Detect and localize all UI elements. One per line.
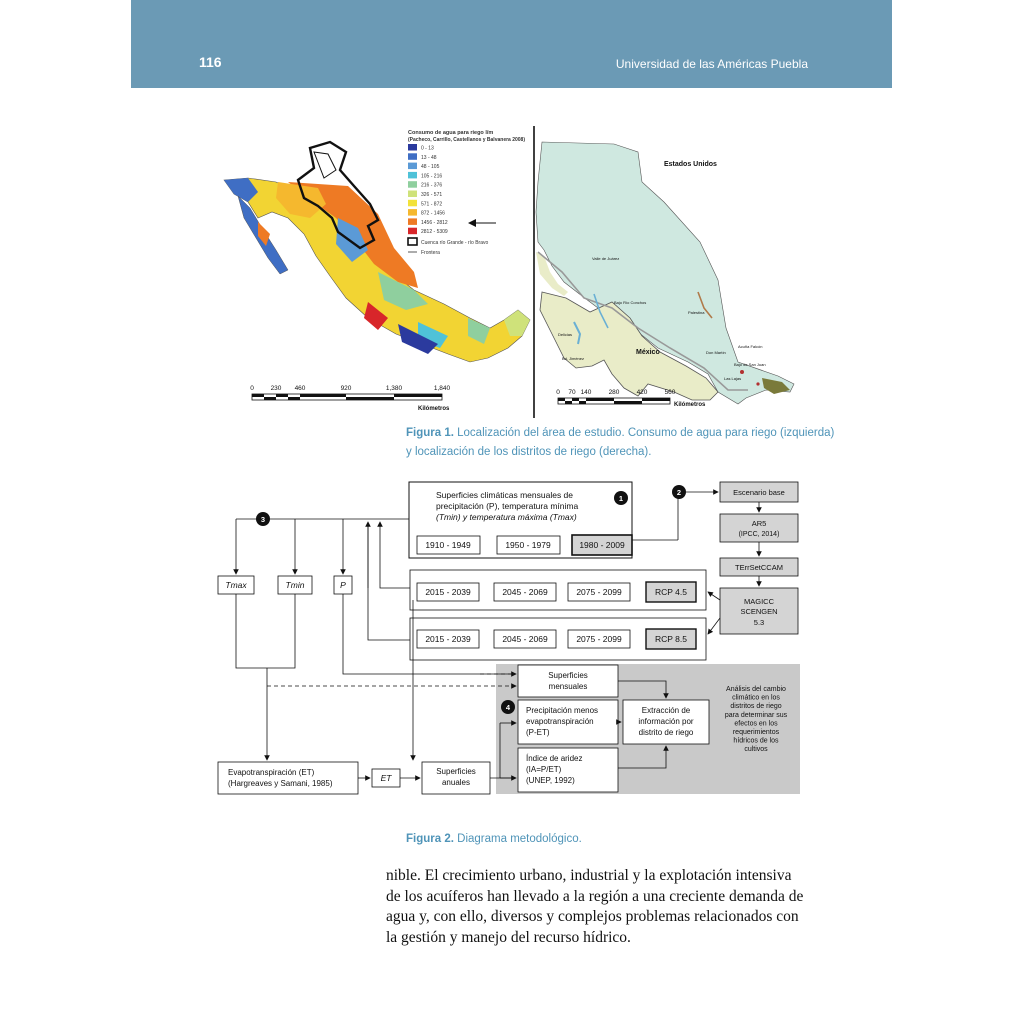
basin-map [536,142,794,404]
p-label: P [340,580,346,590]
analysis-line: climático en los [732,694,780,702]
legend-swatch [408,191,417,198]
scale-tick: 0 [250,385,254,392]
tmax-label: Tmax [225,580,247,590]
scale-tick: 0 [556,389,560,396]
aridez-line1: Índice de aridez [526,754,583,763]
scale-tick: 1,840 [433,385,451,392]
body-text [386,866,810,948]
label-jimenez: Bd. Jiménez [562,356,585,361]
label-acuna: Acuña Falcón [738,344,763,349]
left-scale-unit: Kilómetros [418,406,450,412]
figure-2-label: Figura 2. [406,833,454,845]
legend-swatch [408,218,417,225]
legend-border: Frontera [421,250,440,256]
magicc-line3: 5.3 [753,618,765,627]
et-box-line2: (Hargreaves y Samani, 1985) [228,779,333,788]
period-base-3: 1980 - 2009 [579,540,625,550]
pet-line1: Precipitación menos [526,706,599,715]
label-las-lajas: Las Lajas [724,376,742,381]
institution-name: Universidad de las Américas Puebla [615,57,808,71]
sup-anuales-line1: Superficies [436,767,476,776]
analysis-line: para determinar sus [724,711,788,719]
scale-tick: 280 [608,389,620,396]
ar5-line2: (IPCC, 2014) [738,531,780,538]
scale-tick: 70 [568,389,576,396]
period-rcp45-2: 2045 - 2069 [502,587,548,597]
label-delicias: Delicias [558,332,573,337]
period-rcp85-2: 2045 - 2069 [502,634,548,644]
marker-2-label: 2 [676,488,682,497]
et-label: ET [380,773,392,783]
pet-line2: evapotranspiración [526,717,594,726]
body-line: de los acuíferos han llevado a la región a una creciente demanda de [386,887,804,905]
legend-label: 48 - 105 [421,164,440,171]
label-bajo-san-juan: Bajo de San Juan [734,362,766,367]
extraccion-line3: distrito de riego [638,728,694,737]
legend-title-line1: Consumo de agua para riego l/m [408,130,494,136]
figure-2-caption-text: Diagrama metodológico. [457,833,582,845]
label-bajo-conchos: Bajo Río Conchos [614,300,647,305]
climate-line3: (Tmin) y temperatura máxima (Tmax) [436,512,577,522]
figure-2-diagram [210,478,810,798]
et-box-line1: Evapotranspiración (ET) [228,768,315,777]
scale-tick: 1,380 [385,385,403,392]
aridez-line2: (IA=P/ET) [526,765,562,774]
figure-1-caption-line2: y localización de los distritos de riego (derecha). [406,446,652,458]
scale-tick: 560 [664,389,676,396]
sup-mensuales-line1: Superficies [548,671,588,680]
sup-mensuales-line2: mensuales [548,682,588,691]
sup-anuales-line2: anuales [441,778,471,787]
extraccion-line1: Extracción de [641,706,691,715]
climate-line1: Superficies climáticas mensuales de [436,490,574,500]
figure-1-maps [218,122,808,422]
ar5-line1: AR5 [751,519,767,528]
legend-label: 0 - 13 [421,145,434,152]
page-header [131,0,892,88]
legend-label: 571 - 872 [421,201,443,208]
legend-label: 326 - 571 [421,192,443,198]
magicc-line2: SCENGEN [740,607,778,616]
body-line: agua y, con ello, diversos y complejos problemas relacionados con [386,908,799,925]
marker-3-label: 3 [260,515,266,524]
legend-label: 105 - 216 [421,173,443,180]
legend-title-line2: (Pacheco, Carrillo, Castellanos y Balvanera 2008) [408,137,525,143]
aridez-line3: (UNEP, 1992) [526,776,575,785]
figure-1-label: Figura 1. [406,427,454,439]
climate-line2: precipitación (P), temperatura mínima [436,501,579,511]
period-rcp45-3: 2075 - 2099 [576,587,622,597]
scale-tick: 920 [340,385,352,392]
legend-swatch [408,163,417,170]
escenario-base: Escenario base [733,488,785,497]
label-usa: Estados Unidos [664,161,717,168]
body-line: la gestión y manejo del recurso hídrico. [386,928,631,946]
rcp85-label: RCP 8.5 [655,634,687,644]
marker-1-label: 1 [618,494,624,503]
analysis-line: distritos de riego [730,703,782,711]
figure-2-caption [406,830,582,849]
legend-basin: Cuenca río Grande - río Bravo [421,240,489,246]
legend-swatch [408,209,417,216]
page-number: 116 [199,54,222,70]
marker-4-label: 4 [505,703,511,712]
terrset: TErrSetCCAM [735,563,783,572]
label-don-martin: Don Martín [706,350,726,355]
label-valle-juarez: Valle de Juárez [592,256,620,261]
legend-swatch [408,172,417,179]
period-rcp85-1: 2015 - 2039 [425,634,471,644]
legend-swatch [408,153,417,160]
period-base-2: 1950 - 1979 [505,540,551,550]
scale-tick: 420 [636,389,648,396]
legend-swatch [408,181,417,188]
label-palestina: Palestina [688,310,705,315]
figure-1-caption-line1: Localización del área de estudio. Consumo de agua para riego (izquierda) [457,427,835,439]
rcp45-label: RCP 4.5 [655,587,687,597]
mexico-map [224,142,530,362]
analysis-line: efectos en los [734,720,778,728]
legend-label: 872 - 1456 [421,210,445,217]
period-rcp85-3: 2075 - 2099 [576,634,622,644]
legend-swatch [408,228,417,235]
legend-swatch [408,144,417,151]
analysis-line: hídricos de los [733,737,779,745]
right-scale-unit: Kilómetros [674,402,706,408]
extraccion-line2: información por [638,717,694,726]
legend-label: 2812 - 5309 [421,229,448,236]
period-base-1: 1910 - 1949 [425,540,471,550]
legend-label: 1456 - 2812 [421,219,448,226]
tmin-label: Tmin [285,580,305,590]
label-mexico: México [636,349,660,356]
pet-line3: (P-ET) [526,728,550,737]
magicc-line1: MAGICC [744,597,774,606]
scale-tick: 460 [294,385,306,392]
body-line: nible. El crecimiento urbano, industrial y la explotación intensiva [386,867,792,884]
figure-1-caption [406,424,834,462]
legend-swatch [408,200,417,207]
legend-label: 216 - 376 [421,182,443,189]
scale-tick: 230 [270,385,282,392]
period-rcp45-1: 2015 - 2039 [425,587,471,597]
legend-label: 13 - 48 [421,154,437,161]
analysis-line: requerimientos [732,729,780,736]
analysis-line: Análisis del cambio [726,686,786,693]
legend-items [408,144,448,235]
left-scale-bar [250,385,450,412]
scale-tick: 140 [580,389,592,396]
analysis-line: cultivos [744,746,768,754]
map-legend [408,130,525,256]
